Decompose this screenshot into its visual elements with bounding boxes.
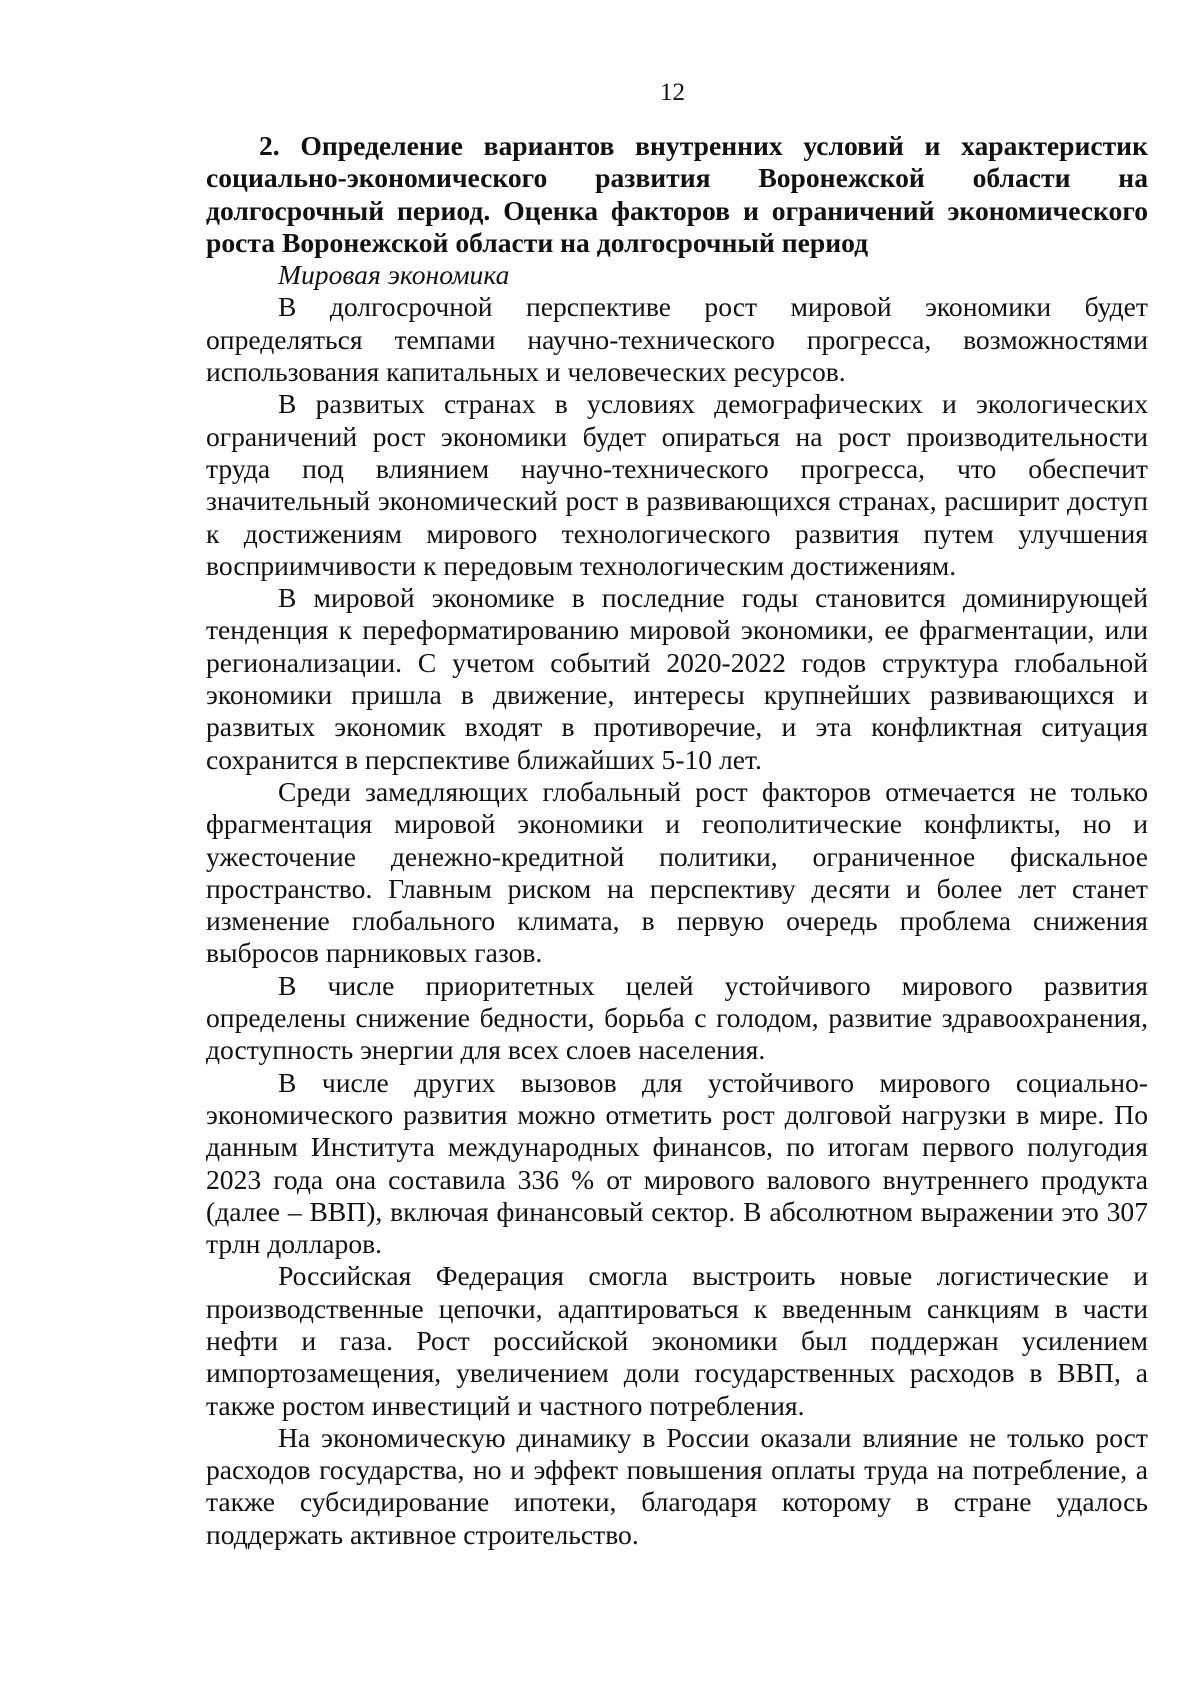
paragraph: Российская Федерация смогла выстроить новые логистические и производственные цепочки, адаптироваться к введенным санкциям в части нефти и газа. Рост российской экономики был поддержан усилением импортозамещения, увеличением доли государственных расходов в ВВП, а также ростом инвестиций и частного потребления. — [206, 1260, 1148, 1421]
paragraph: В долгосрочной перспективе рост мировой экономики будет определяться темпами научно-технического прогресса, возможностями использования капитальных и человеческих ресурсов. — [206, 291, 1148, 388]
paragraph: В числе приоритетных целей устойчивого мирового развития определены снижение бедности, борьба с голодом, развитие здравоохранения, доступность энергии для всех слоев населения. — [206, 969, 1148, 1066]
paragraph: В мировой экономике в последние годы становится доминирующей тенденция к переформатированию мировой экономики, ее фрагментации, или регионализации. С учетом событий 2020-2022 годов структура глобальной экономики пришла в движение, интересы крупнейших развивающихся и развитых экономик входят в противоречие, и эта конфликтная ситуация сохранится в перспективе ближайших 5-10 лет. — [206, 582, 1148, 775]
paragraph: В числе других вызовов для устойчивого мирового социально-экономического развития можно отметить рост долговой нагрузки в мире. По данным Института международных финансов, по итогам первого полугодия 2023 года она составила 336 % от мирового валового внутреннего продукта (далее – ВВП), включая финансовый сектор. В абсолютном выражении это 307 трлн долларов. — [206, 1066, 1148, 1260]
section-heading: 2. Определение вариантов внутренних условий и характеристик социально-экономического развития Воронежской области на долгосрочный период. Оценка факторов и ограничений экономического роста Воронежской области на долгосрочный период — [206, 130, 1148, 258]
document-body — [206, 130, 1148, 1551]
paragraph: В развитых странах в условиях демографических и экологических ограничений рост экономики будет опираться на рост производительности труда под влиянием научно-технического прогресса, что обеспечит значительный экономический рост в развивающихся странах, расширит доступ к достижениям мирового технологического развития путем улучшения восприимчивости к передовым технологическим достижениям. — [206, 388, 1148, 581]
subheading: Мировая экономика — [278, 259, 510, 291]
paragraph: На экономическую динамику в России оказали влияние не только рост расходов государства, но и эффект повышения оплаты труда на потребление, а также субсидирование ипотеки, благодаря которому в стране удалось поддержать активное строительство. — [206, 1421, 1148, 1550]
page-number: 12 — [660, 79, 685, 106]
paragraph: Среди замедляющих глобальный рост факторов отмечается не только фрагментация мировой экономики и геополитические конфликты, но и ужесточение денежно-кредитной политики, ограниченное фискальное пространство. Главным риском на перспективу десяти и более лет станет изменение глобального климата, в первую очередь проблема снижения выбросов парниковых газов. — [206, 775, 1148, 969]
